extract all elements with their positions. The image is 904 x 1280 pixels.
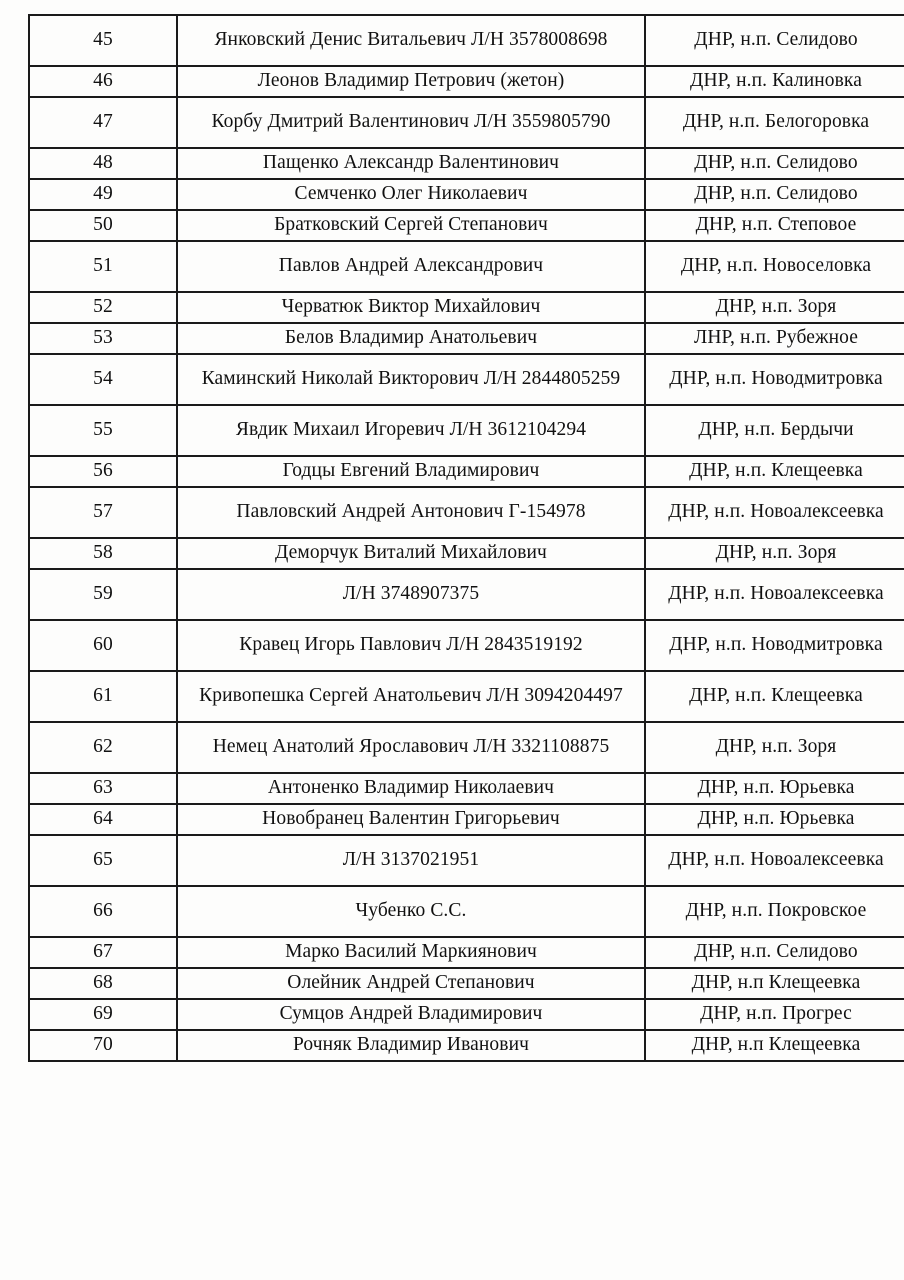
row-number-cell: 58: [29, 538, 177, 569]
row-place-cell: ДНР, н.п. Степовое: [645, 210, 904, 241]
row-number-cell: 64: [29, 804, 177, 835]
row-name-cell: Годцы Евгений Владимирович: [177, 456, 645, 487]
row-place-cell: ДНР, н.п. Юрьевка: [645, 804, 904, 835]
row-name-cell: Семченко Олег Николаевич: [177, 179, 645, 210]
row-place-cell: ДНР, н.п. Новоалексеевка: [645, 487, 904, 538]
row-place-cell: ДНР, н.п. Новоалексеевка: [645, 835, 904, 886]
table-row: [29, 886, 904, 937]
row-name-cell: Корбу Дмитрий Валентинович Л/Н 3559805790: [177, 97, 645, 148]
row-place-cell: ДНР, н.п. Новоалексеевка: [645, 569, 904, 620]
table-row: [29, 148, 904, 179]
table-row: [29, 210, 904, 241]
table-row: [29, 15, 904, 66]
row-name-cell: Белов Владимир Анатольевич: [177, 323, 645, 354]
row-name-cell: Кравец Игорь Павлович Л/Н 2843519192: [177, 620, 645, 671]
row-name-cell: Чубенко С.С.: [177, 886, 645, 937]
row-place-cell: ДНР, н.п. Новоселовка: [645, 241, 904, 292]
row-name-cell: Черватюк Виктор Михайлович: [177, 292, 645, 323]
table-row: [29, 835, 904, 886]
row-number-cell: 60: [29, 620, 177, 671]
records-table: [28, 14, 904, 1062]
row-number-cell: 65: [29, 835, 177, 886]
row-name-cell: Олейник Андрей Степанович: [177, 968, 645, 999]
row-number-cell: 67: [29, 937, 177, 968]
row-name-cell: Братковский Сергей Степанович: [177, 210, 645, 241]
table-row: [29, 487, 904, 538]
row-place-cell: ДНР, н.п Клещеевка: [645, 968, 904, 999]
table-row: [29, 292, 904, 323]
row-name-cell: Павлов Андрей Александрович: [177, 241, 645, 292]
row-place-cell: ДНР, н.п. Белогоровка: [645, 97, 904, 148]
row-number-cell: 47: [29, 97, 177, 148]
table-body: [29, 15, 904, 1061]
table-row: [29, 804, 904, 835]
table-row: [29, 323, 904, 354]
row-place-cell: ДНР, н.п. Новодмитровка: [645, 620, 904, 671]
table-row: [29, 405, 904, 456]
row-number-cell: 52: [29, 292, 177, 323]
table-row: [29, 620, 904, 671]
row-number-cell: 50: [29, 210, 177, 241]
table-row: [29, 241, 904, 292]
row-place-cell: ДНР, н.п. Клещеевка: [645, 456, 904, 487]
row-name-cell: Л/Н 3748907375: [177, 569, 645, 620]
row-place-cell: ДНР, н.п. Зоря: [645, 722, 904, 773]
row-number-cell: 51: [29, 241, 177, 292]
row-number-cell: 59: [29, 569, 177, 620]
table-row: [29, 66, 904, 97]
row-place-cell: ДНР, н.п. Селидово: [645, 179, 904, 210]
row-number-cell: 69: [29, 999, 177, 1030]
row-name-cell: Л/Н 3137021951: [177, 835, 645, 886]
row-place-cell: ЛНР, н.п. Рубежное: [645, 323, 904, 354]
row-name-cell: Новобранец Валентин Григорьевич: [177, 804, 645, 835]
row-place-cell: ДНР, н.п. Селидово: [645, 15, 904, 66]
row-place-cell: ДНР, н.п. Селидово: [645, 937, 904, 968]
table-row: [29, 354, 904, 405]
row-place-cell: ДНР, н.п. Клещеевка: [645, 671, 904, 722]
row-number-cell: 57: [29, 487, 177, 538]
table-row: [29, 1030, 904, 1061]
row-number-cell: 66: [29, 886, 177, 937]
row-number-cell: 70: [29, 1030, 177, 1061]
row-number-cell: 55: [29, 405, 177, 456]
row-place-cell: ДНР, н.п. Зоря: [645, 292, 904, 323]
table-row: [29, 97, 904, 148]
row-number-cell: 49: [29, 179, 177, 210]
row-name-cell: Пащенко Александр Валентинович: [177, 148, 645, 179]
row-place-cell: ДНР, н.п. Новодмитровка: [645, 354, 904, 405]
row-place-cell: ДНР, н.п. Калиновка: [645, 66, 904, 97]
row-name-cell: Кривопешка Сергей Анатольевич Л/Н 3094204497: [177, 671, 645, 722]
row-name-cell: Марко Василий Маркиянович: [177, 937, 645, 968]
table-row: [29, 671, 904, 722]
row-place-cell: ДНР, н.п. Селидово: [645, 148, 904, 179]
row-name-cell: Леонов Владимир Петрович (жетон): [177, 66, 645, 97]
row-number-cell: 48: [29, 148, 177, 179]
row-place-cell: ДНР, н.п. Юрьевка: [645, 773, 904, 804]
row-name-cell: Янковский Денис Витальевич Л/Н 3578008698: [177, 15, 645, 66]
table-row: [29, 773, 904, 804]
row-number-cell: 46: [29, 66, 177, 97]
row-number-cell: 61: [29, 671, 177, 722]
row-number-cell: 54: [29, 354, 177, 405]
table-row: [29, 968, 904, 999]
row-place-cell: ДНР, н.п. Зоря: [645, 538, 904, 569]
row-name-cell: Явдик Михаил Игоревич Л/Н 3612104294: [177, 405, 645, 456]
table-row: [29, 538, 904, 569]
row-name-cell: Деморчук Виталий Михайлович: [177, 538, 645, 569]
row-name-cell: Немец Анатолий Ярославович Л/Н 3321108875: [177, 722, 645, 773]
row-number-cell: 45: [29, 15, 177, 66]
row-name-cell: Павловский Андрей Антонович Г-154978: [177, 487, 645, 538]
row-name-cell: Сумцов Андрей Владимирович: [177, 999, 645, 1030]
row-name-cell: Рочняк Владимир Иванович: [177, 1030, 645, 1061]
row-place-cell: ДНР, н.п Клещеевка: [645, 1030, 904, 1061]
row-number-cell: 53: [29, 323, 177, 354]
row-place-cell: ДНР, н.п. Покровское: [645, 886, 904, 937]
table-row: [29, 999, 904, 1030]
table-row: [29, 937, 904, 968]
row-name-cell: Каминский Николай Викторович Л/Н 2844805259: [177, 354, 645, 405]
row-place-cell: ДНР, н.п. Бердычи: [645, 405, 904, 456]
row-number-cell: 63: [29, 773, 177, 804]
row-number-cell: 56: [29, 456, 177, 487]
table-row: [29, 569, 904, 620]
table-row: [29, 179, 904, 210]
table-row: [29, 722, 904, 773]
row-place-cell: ДНР, н.п. Прогрес: [645, 999, 904, 1030]
row-number-cell: 62: [29, 722, 177, 773]
table-row: [29, 456, 904, 487]
row-name-cell: Антоненко Владимир Николаевич: [177, 773, 645, 804]
row-number-cell: 68: [29, 968, 177, 999]
